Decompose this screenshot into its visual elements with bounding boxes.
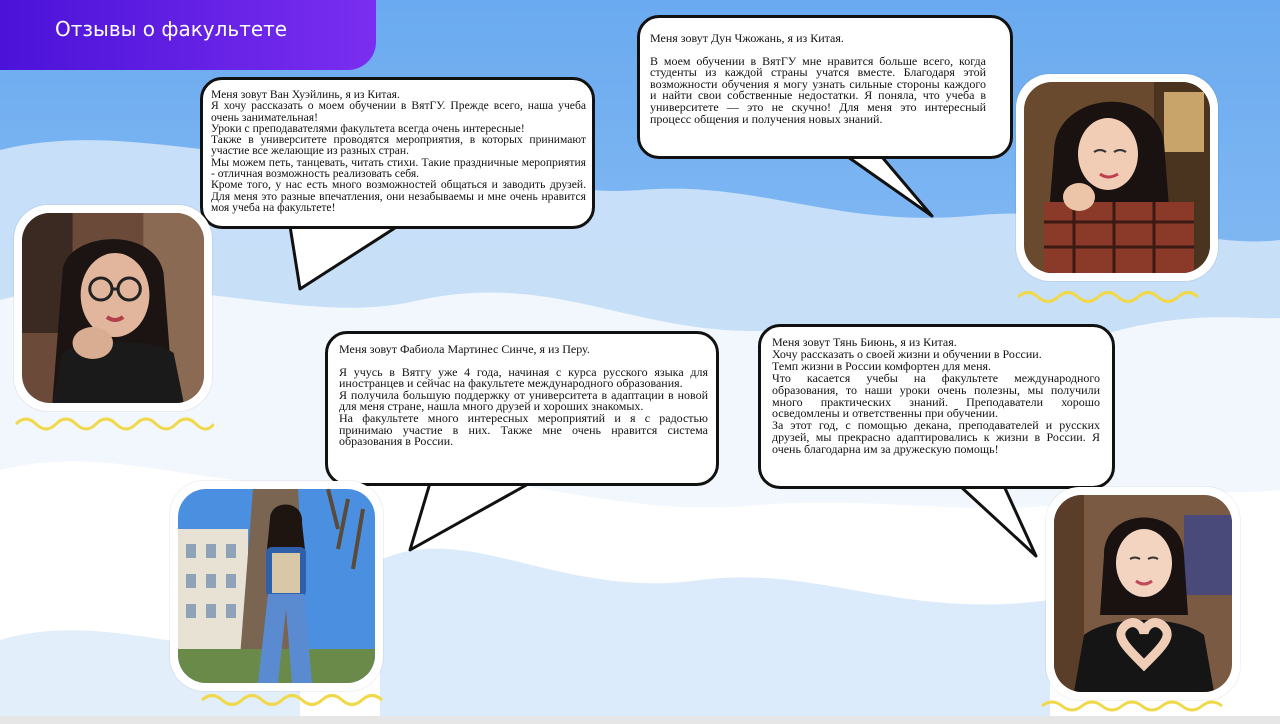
review-body: В моем обучении в ВятГУ мне нравится больше всего, когда студенты из каждой страны учатся вместе. Благодаря этой возможности обучения я могу узнать сильные стороны каждого и найти свои собственные недостатки. Я поняла, что учеба в университете — это не скучно! Для меня это интересный процесс общения и получения новых знаний.	[650, 53, 986, 126]
bottom-strip	[0, 716, 1280, 724]
portrait-image	[1024, 82, 1210, 273]
review-line: Хочу рассказать о своей жизни и обучении в России.	[772, 346, 1042, 361]
photo-dun	[1016, 74, 1218, 281]
squiggle-decoration	[200, 688, 390, 708]
portrait-image	[178, 489, 375, 683]
squiggle-decoration	[1040, 696, 1230, 714]
review-line: Также в университете проводятся мероприятия, в которых принимают участие все желающие из разных стран.	[211, 133, 586, 158]
review-line: Мы можем петь, танцевать, читать стихи. Такие праздничные мероприятия - отличная возможность реализовать себя.	[211, 155, 586, 181]
review-intro: Меня зовут Фабиола Мартинес Синче, я из Перу.	[339, 342, 590, 356]
review-line: Уроки с преподавателями факультета всегда очень интересные!	[211, 121, 525, 135]
tail-dun	[848, 157, 932, 216]
review-line: Меня зовут Тянь Биюнь, я из Китая.	[772, 335, 957, 349]
review-line: Кроме того, у нас есть много возможностей общаться и заводить друзей. Для меня это разные впечатления, они незабываемы и мне очень нравится моя учеба на факультете!	[211, 178, 586, 214]
tail-fabiola	[410, 483, 530, 550]
portrait-image	[1054, 495, 1232, 692]
review-line: На факультете много интересных мероприятий и я с радостью принимаю участие в них. Также мне очень нравится система образования в России.	[339, 410, 708, 449]
squiggle-decoration	[14, 410, 214, 432]
photo-tian	[1046, 487, 1240, 700]
tail-tian	[960, 486, 1036, 556]
review-bubble-fabiola	[325, 331, 719, 486]
review-line: За этот год, с помощью декана, преподавателей и русских друзей, мы прекрасно адаптировались к жизни в России. Я очень благодарна им за дружескую помощь!	[772, 418, 1100, 457]
review-line: Что касается учебы на факультете международного образования, то наши уроки очень полезны, мы получили много практических знаний. Преподаватели хорошо осведомлены и ответственны при обучении.	[772, 370, 1100, 421]
review-line: Я получила большую поддержку от университета в адаптации в новой для меня стране, нашла много друзей и хороших знакомых.	[339, 387, 708, 414]
review-line: Я учусь в Вятгу уже 4 года, начиная с курса русского языка для иностранцев и сейчас на факультете международного образования.	[339, 364, 708, 391]
review-bubble-wang	[200, 77, 595, 229]
review-line: Я хочу рассказать о моем обучении в ВятГУ. Прежде всего, наша учеба очень занимательная!	[211, 99, 586, 124]
review-bubble-tian	[758, 324, 1115, 489]
review-line: Темп жизни в России комфортен для меня.	[772, 358, 992, 373]
photo-fabiola	[170, 481, 383, 691]
portrait-image	[22, 213, 204, 403]
page-title: Отзывы о факультете	[55, 17, 288, 41]
tail-wang	[290, 226, 398, 289]
review-line: Меня зовут Ван Хуэйлинь, я из Китая.	[211, 88, 400, 101]
review-bubble-dun	[637, 15, 1013, 159]
review-intro: Меня зовут Дун Чжожань, я из Китая.	[650, 31, 844, 45]
squiggle-decoration	[1016, 285, 1200, 305]
photo-wang	[14, 205, 212, 411]
